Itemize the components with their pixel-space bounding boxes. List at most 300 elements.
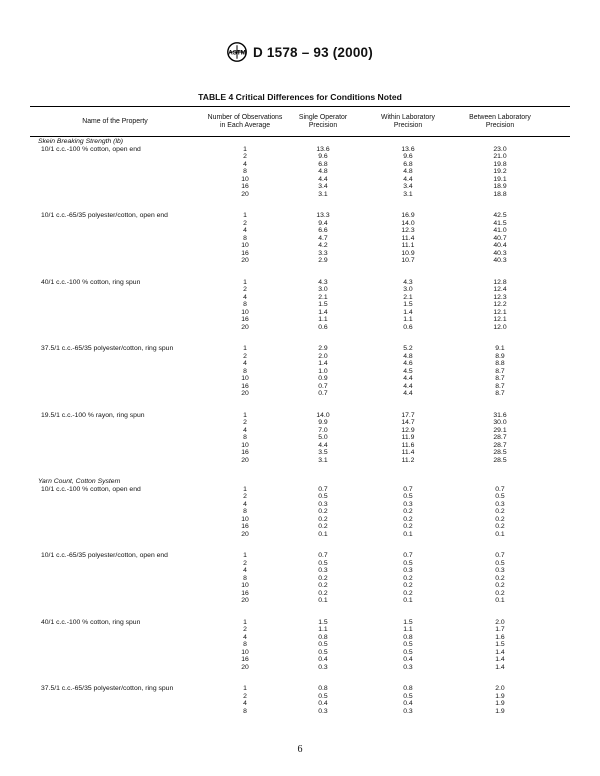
single-operator-cell: 0.2 (318, 589, 328, 597)
within-lab-cell: 0.3 (403, 500, 413, 508)
table-row (30, 531, 570, 539)
table-row (30, 235, 570, 243)
within-lab-cell: 0.4 (403, 656, 413, 663)
between-lab-cell: 19.8 (493, 160, 507, 168)
observations-cell: 2 (243, 153, 247, 160)
between-lab-cell: 40.7 (493, 234, 507, 242)
within-lab-cell: 1.4 (403, 308, 413, 316)
within-lab-cell: 0.2 (403, 523, 413, 530)
table-row (30, 560, 570, 568)
observations-cell: 8 (243, 234, 247, 242)
observations-cell: 2 (243, 626, 247, 633)
between-lab-cell: 8.8 (495, 360, 505, 367)
within-lab-cell: 0.2 (403, 589, 413, 597)
between-lab-cell: 30.0 (493, 419, 507, 426)
observations-cell: 8 (243, 707, 247, 715)
within-lab-cell: 12.3 (401, 227, 415, 234)
observations-cell: 4 (243, 293, 247, 301)
single-operator-cell: 1.4 (318, 308, 328, 316)
observations-cell: 1 (243, 345, 247, 352)
within-lab-cell: 1.1 (403, 626, 413, 633)
within-lab-cell: 0.2 (403, 574, 413, 582)
single-operator-cell: 7.0 (318, 426, 328, 434)
table-row (30, 345, 570, 353)
between-lab-cell: 28.5 (493, 456, 507, 464)
between-lab-cell: 23.0 (493, 145, 507, 153)
within-lab-cell: 11.4 (401, 449, 415, 456)
table-row (30, 250, 570, 258)
table-row (30, 685, 570, 693)
between-lab-cell: 0.3 (495, 500, 505, 508)
single-operator-cell: 0.4 (318, 656, 328, 663)
document-title: D 1578 – 93 (2000) (253, 44, 373, 60)
observations-cell: 8 (243, 434, 247, 441)
section-row (30, 138, 570, 146)
within-lab-cell: 0.5 (403, 648, 413, 656)
table-row (30, 242, 570, 250)
table-row (30, 316, 570, 324)
between-lab-cell: 40.3 (493, 257, 507, 264)
observations-cell: 1 (243, 411, 247, 419)
within-lab-cell: 14.0 (401, 219, 415, 227)
single-operator-cell: 6.8 (318, 160, 328, 168)
within-lab-cell: 11.6 (401, 441, 415, 449)
observations-cell: 1 (243, 485, 247, 493)
table-row (30, 434, 570, 442)
between-lab-cell: 19.1 (493, 175, 507, 183)
table-row (30, 700, 570, 708)
between-lab-cell: 0.7 (495, 485, 505, 493)
between-lab-cell: 1.6 (495, 633, 505, 641)
between-lab-cell: 12.1 (493, 308, 507, 316)
between-lab-cell: 8.7 (495, 382, 505, 390)
within-lab-cell: 0.5 (403, 493, 413, 500)
table-row (30, 412, 570, 420)
table-row (30, 582, 570, 590)
between-lab-cell: 41.0 (493, 227, 507, 234)
table-row (30, 146, 570, 154)
single-operator-cell: 3.1 (318, 456, 328, 464)
single-operator-cell: 1.5 (318, 301, 328, 308)
between-lab-cell: 2.0 (495, 618, 505, 626)
material-label: 10/1 c.c.-65/35 polyester/cotton, open end (41, 212, 168, 219)
between-lab-cell: 40.3 (493, 249, 507, 257)
table-row (30, 634, 570, 642)
single-operator-cell: 0.2 (318, 582, 328, 589)
section-spacer (30, 464, 570, 478)
table-row (30, 664, 570, 672)
within-lab-cell: 2.1 (403, 293, 413, 301)
within-lab-cell: 0.2 (403, 515, 413, 523)
table-row (30, 419, 570, 427)
single-operator-cell: 0.3 (318, 500, 328, 508)
material-label: 10/1 c.c.-65/35 polyester/cotton, open end (41, 552, 168, 559)
table-header-rule (30, 136, 570, 137)
single-operator-cell: 13.3 (316, 212, 330, 219)
single-operator-cell: 0.5 (318, 641, 328, 648)
single-operator-cell: 0.5 (318, 493, 328, 500)
between-lab-cell: 12.4 (493, 286, 507, 293)
table-row (30, 449, 570, 457)
single-operator-cell: 2.1 (318, 293, 328, 301)
within-lab-cell: 11.2 (401, 456, 415, 464)
material-label: 37.5/1 c.c.-65/35 polyester/cotton, ring spun (41, 345, 174, 352)
material-label: 37.5/1 c.c.-65/35 polyester/cotton, ring spun (41, 685, 174, 692)
within-lab-cell: 4.8 (403, 352, 413, 360)
observations-cell: 16 (241, 183, 249, 190)
single-operator-cell: 1.1 (318, 316, 328, 323)
single-operator-cell: 5.0 (318, 434, 328, 441)
between-lab-cell: 12.0 (493, 323, 507, 331)
single-operator-cell: 0.2 (318, 515, 328, 523)
table-row (30, 368, 570, 376)
within-lab-cell: 11.9 (401, 434, 415, 441)
material-label: 10/1 c.c.-100 % cotton, open end (41, 145, 141, 153)
single-operator-cell: 0.9 (318, 375, 328, 382)
column-header-between-laboratory: Between Laboratory Precision (469, 114, 531, 130)
within-lab-cell: 14.7 (401, 419, 415, 426)
between-lab-cell: 9.1 (495, 345, 505, 352)
observations-cell: 8 (243, 301, 247, 308)
section-title: Yarn Count, Cotton System (38, 478, 121, 485)
single-operator-cell: 4.8 (318, 168, 328, 175)
table-row (30, 257, 570, 265)
single-operator-cell: 4.4 (318, 175, 328, 183)
observations-cell: 8 (243, 508, 247, 515)
between-lab-cell: 0.2 (495, 582, 505, 589)
between-lab-cell: 8.7 (495, 375, 505, 382)
single-operator-cell: 0.5 (318, 648, 328, 656)
observations-cell: 2 (243, 692, 247, 700)
table-row (30, 212, 570, 220)
single-operator-cell: 0.3 (318, 663, 328, 671)
observations-cell: 20 (241, 530, 249, 538)
single-operator-cell: 0.7 (318, 485, 328, 493)
observations-cell: 1 (243, 552, 247, 559)
within-lab-cell: 3.0 (403, 286, 413, 293)
within-lab-cell: 0.7 (403, 485, 413, 493)
within-lab-cell: 4.4 (403, 375, 413, 382)
observations-cell: 4 (243, 160, 247, 168)
between-lab-cell: 12.2 (493, 301, 507, 308)
single-operator-cell: 9.4 (318, 219, 328, 227)
material-label: 40/1 c.c.-100 % cotton, ring spun (41, 618, 141, 626)
observations-cell: 16 (241, 316, 249, 323)
between-lab-cell: 0.2 (495, 574, 505, 582)
between-lab-cell: 8.9 (495, 352, 505, 360)
single-operator-cell: 6.6 (318, 227, 328, 234)
between-lab-cell: 12.3 (493, 293, 507, 301)
table-row (30, 353, 570, 361)
between-lab-cell: 40.4 (493, 242, 507, 249)
within-lab-cell: 0.3 (403, 663, 413, 671)
single-operator-cell: 2.9 (318, 257, 328, 264)
table-row (30, 516, 570, 524)
within-lab-cell: 4.4 (403, 382, 413, 390)
single-operator-cell: 3.4 (318, 183, 328, 190)
observations-cell: 2 (243, 352, 247, 360)
between-lab-cell: 28.7 (493, 434, 507, 441)
single-operator-cell: 0.1 (318, 530, 328, 538)
between-lab-cell: 1.4 (495, 656, 505, 663)
within-lab-cell: 9.6 (403, 153, 413, 160)
single-operator-cell: 1.1 (318, 626, 328, 633)
within-lab-cell: 4.4 (403, 390, 413, 397)
observations-cell: 2 (243, 219, 247, 227)
within-lab-cell: 0.2 (403, 508, 413, 515)
between-lab-cell: 0.2 (495, 508, 505, 515)
table-row (30, 294, 570, 302)
single-operator-cell: 3.1 (318, 190, 328, 198)
single-operator-cell: 4.7 (318, 234, 328, 242)
observations-cell: 4 (243, 633, 247, 641)
between-lab-cell: 8.7 (495, 367, 505, 375)
observations-cell: 10 (241, 242, 249, 249)
within-lab-cell: 16.9 (401, 212, 415, 219)
single-operator-cell: 0.5 (318, 559, 328, 567)
within-lab-cell: 17.7 (401, 411, 415, 419)
within-lab-cell: 0.8 (403, 633, 413, 641)
within-lab-cell: 0.5 (403, 692, 413, 700)
observations-cell: 16 (241, 523, 249, 530)
observations-cell: 8 (243, 641, 247, 648)
observations-cell: 20 (241, 190, 249, 198)
single-operator-cell: 0.1 (318, 597, 328, 604)
table-row (30, 427, 570, 435)
table-row (30, 360, 570, 368)
within-lab-cell: 6.8 (403, 160, 413, 168)
table-row (30, 508, 570, 516)
single-operator-cell: 3.0 (318, 286, 328, 293)
within-lab-cell: 0.1 (403, 597, 413, 604)
observations-cell: 1 (243, 212, 247, 219)
within-lab-cell: 12.9 (401, 426, 415, 434)
between-lab-cell: 1.7 (495, 626, 505, 633)
observations-cell: 20 (241, 663, 249, 671)
between-lab-cell: 29.1 (493, 426, 507, 434)
material-label: 19.5/1 c.c.-100 % rayon, ring spun (41, 411, 145, 419)
table-row (30, 309, 570, 317)
table-row (30, 501, 570, 509)
table-row (30, 168, 570, 176)
table-row (30, 153, 570, 161)
within-lab-cell: 13.6 (401, 145, 415, 153)
group-spacer (30, 671, 570, 685)
observations-cell: 16 (241, 656, 249, 663)
between-lab-cell: 1.4 (495, 648, 505, 656)
column-header-property: Name of the Property (82, 118, 148, 125)
within-lab-cell: 0.1 (403, 530, 413, 538)
table-row (30, 227, 570, 235)
within-lab-cell: 4.8 (403, 168, 413, 175)
section-title: Skein Breaking Strength (lb) (38, 138, 124, 145)
group-spacer (30, 331, 570, 345)
table-row (30, 183, 570, 191)
table-row (30, 575, 570, 583)
group-spacer (30, 605, 570, 619)
single-operator-cell: 4.3 (318, 278, 328, 286)
observations-cell: 16 (241, 449, 249, 456)
svg-text:ASTM: ASTM (228, 49, 246, 57)
observations-cell: 4 (243, 500, 247, 508)
group-spacer (30, 198, 570, 212)
single-operator-cell: 3.3 (318, 249, 328, 257)
observations-cell: 2 (243, 419, 247, 426)
between-lab-cell: 12.8 (493, 278, 507, 286)
page-number: 6 (297, 744, 303, 755)
table-row (30, 324, 570, 332)
group-spacer (30, 398, 570, 412)
observations-cell: 8 (243, 168, 247, 175)
table-row (30, 641, 570, 649)
observations-cell: 1 (243, 278, 247, 286)
between-lab-cell: 1.9 (495, 707, 505, 715)
between-lab-cell: 18.8 (493, 190, 507, 198)
within-lab-cell: 0.3 (403, 707, 413, 715)
table-row (30, 619, 570, 627)
table-row (30, 442, 570, 450)
between-lab-cell: 41.5 (493, 219, 507, 227)
between-lab-cell: 0.2 (495, 515, 505, 523)
document-header (0, 40, 600, 64)
between-lab-cell: 28.7 (493, 441, 507, 449)
table-row (30, 176, 570, 184)
observations-cell: 4 (243, 360, 247, 367)
within-lab-cell: 4.4 (403, 175, 413, 183)
between-lab-cell: 2.0 (495, 685, 505, 692)
single-operator-cell: 9.9 (318, 419, 328, 426)
single-operator-cell: 0.8 (318, 633, 328, 641)
table-row (30, 375, 570, 383)
within-lab-cell: 11.1 (401, 242, 415, 249)
table-row (30, 457, 570, 465)
single-operator-cell: 1.5 (318, 618, 328, 626)
single-operator-cell: 1.0 (318, 367, 328, 375)
within-lab-cell: 10.9 (401, 249, 415, 257)
within-lab-cell: 0.5 (403, 641, 413, 648)
observations-cell: 10 (241, 515, 249, 523)
within-lab-cell: 10.7 (401, 257, 415, 264)
single-operator-cell: 0.8 (318, 685, 328, 692)
single-operator-cell: 13.6 (316, 145, 330, 153)
table-row (30, 191, 570, 199)
within-lab-cell: 1.5 (403, 618, 413, 626)
observations-cell: 4 (243, 227, 247, 234)
table-row (30, 493, 570, 501)
table-row (30, 390, 570, 398)
between-lab-cell: 0.1 (495, 597, 505, 604)
observations-cell: 10 (241, 648, 249, 656)
single-operator-cell: 2.0 (318, 352, 328, 360)
between-lab-cell: 0.5 (495, 559, 505, 567)
table-row (30, 161, 570, 169)
within-lab-cell: 0.6 (403, 323, 413, 331)
observations-cell: 20 (241, 390, 249, 397)
table-row (30, 649, 570, 657)
observations-cell: 2 (243, 286, 247, 293)
observations-cell: 2 (243, 559, 247, 567)
single-operator-cell: 0.3 (318, 567, 328, 574)
observations-cell: 10 (241, 308, 249, 316)
table-row (30, 552, 570, 560)
within-lab-cell: 0.2 (403, 582, 413, 589)
table-row (30, 220, 570, 228)
observations-cell: 10 (241, 582, 249, 589)
single-operator-cell: 14.0 (316, 411, 330, 419)
within-lab-cell: 3.1 (403, 190, 413, 198)
table-row (30, 486, 570, 494)
observations-cell: 20 (241, 257, 249, 264)
between-lab-cell: 0.7 (495, 552, 505, 559)
single-operator-cell: 1.4 (318, 360, 328, 367)
between-lab-cell: 0.5 (495, 493, 505, 500)
table-row (30, 383, 570, 391)
single-operator-cell: 4.2 (318, 242, 328, 249)
table-row (30, 567, 570, 575)
within-lab-cell: 4.3 (403, 278, 413, 286)
observations-cell: 1 (243, 618, 247, 626)
observations-cell: 16 (241, 249, 249, 257)
table-row (30, 301, 570, 309)
observations-cell: 10 (241, 375, 249, 382)
table-top-rule (30, 106, 570, 107)
observations-cell: 20 (241, 456, 249, 464)
table-row (30, 693, 570, 701)
single-operator-cell: 3.5 (318, 449, 328, 456)
single-operator-cell: 0.7 (318, 382, 328, 390)
material-label: 40/1 c.c.-100 % cotton, ring spun (41, 278, 141, 286)
between-lab-cell: 12.1 (493, 316, 507, 323)
between-lab-cell: 21.0 (493, 153, 507, 160)
observations-cell: 8 (243, 367, 247, 375)
observations-cell: 16 (241, 589, 249, 597)
material-label: 10/1 c.c.-100 % cotton, open end (41, 485, 141, 493)
between-lab-cell: 0.1 (495, 530, 505, 538)
single-operator-cell: 0.4 (318, 700, 328, 707)
within-lab-cell: 1.1 (403, 316, 413, 323)
within-lab-cell: 3.4 (403, 183, 413, 190)
single-operator-cell: 0.2 (318, 574, 328, 582)
observations-cell: 10 (241, 175, 249, 183)
between-lab-cell: 8.7 (495, 390, 505, 397)
column-header-observations: Number of Observations in Each Average (207, 114, 283, 130)
within-lab-cell: 5.2 (403, 345, 413, 352)
table-row (30, 590, 570, 598)
table-row (30, 523, 570, 531)
table-row (30, 279, 570, 287)
within-lab-cell: 0.5 (403, 559, 413, 567)
observations-cell: 20 (241, 323, 249, 331)
within-lab-cell: 4.5 (403, 367, 413, 375)
group-spacer (30, 538, 570, 552)
observations-cell: 8 (243, 574, 247, 582)
astm-logo-icon (227, 42, 247, 62)
single-operator-cell: 0.3 (318, 707, 328, 715)
single-operator-cell: 2.9 (318, 345, 328, 352)
table-title: TABLE 4 Critical Differences for Conditions Noted (198, 92, 402, 102)
table-row (30, 626, 570, 634)
column-header-single-operator: Single Operator Precision (298, 114, 348, 130)
observations-cell: 4 (243, 426, 247, 434)
table-body (30, 138, 570, 715)
observations-cell: 2 (243, 493, 247, 500)
single-operator-cell: 0.6 (318, 323, 328, 331)
within-lab-cell: 11.4 (401, 234, 415, 242)
single-operator-cell: 0.7 (318, 552, 328, 559)
group-spacer (30, 265, 570, 279)
single-operator-cell: 4.4 (318, 441, 328, 449)
within-lab-cell: 0.8 (403, 685, 413, 692)
